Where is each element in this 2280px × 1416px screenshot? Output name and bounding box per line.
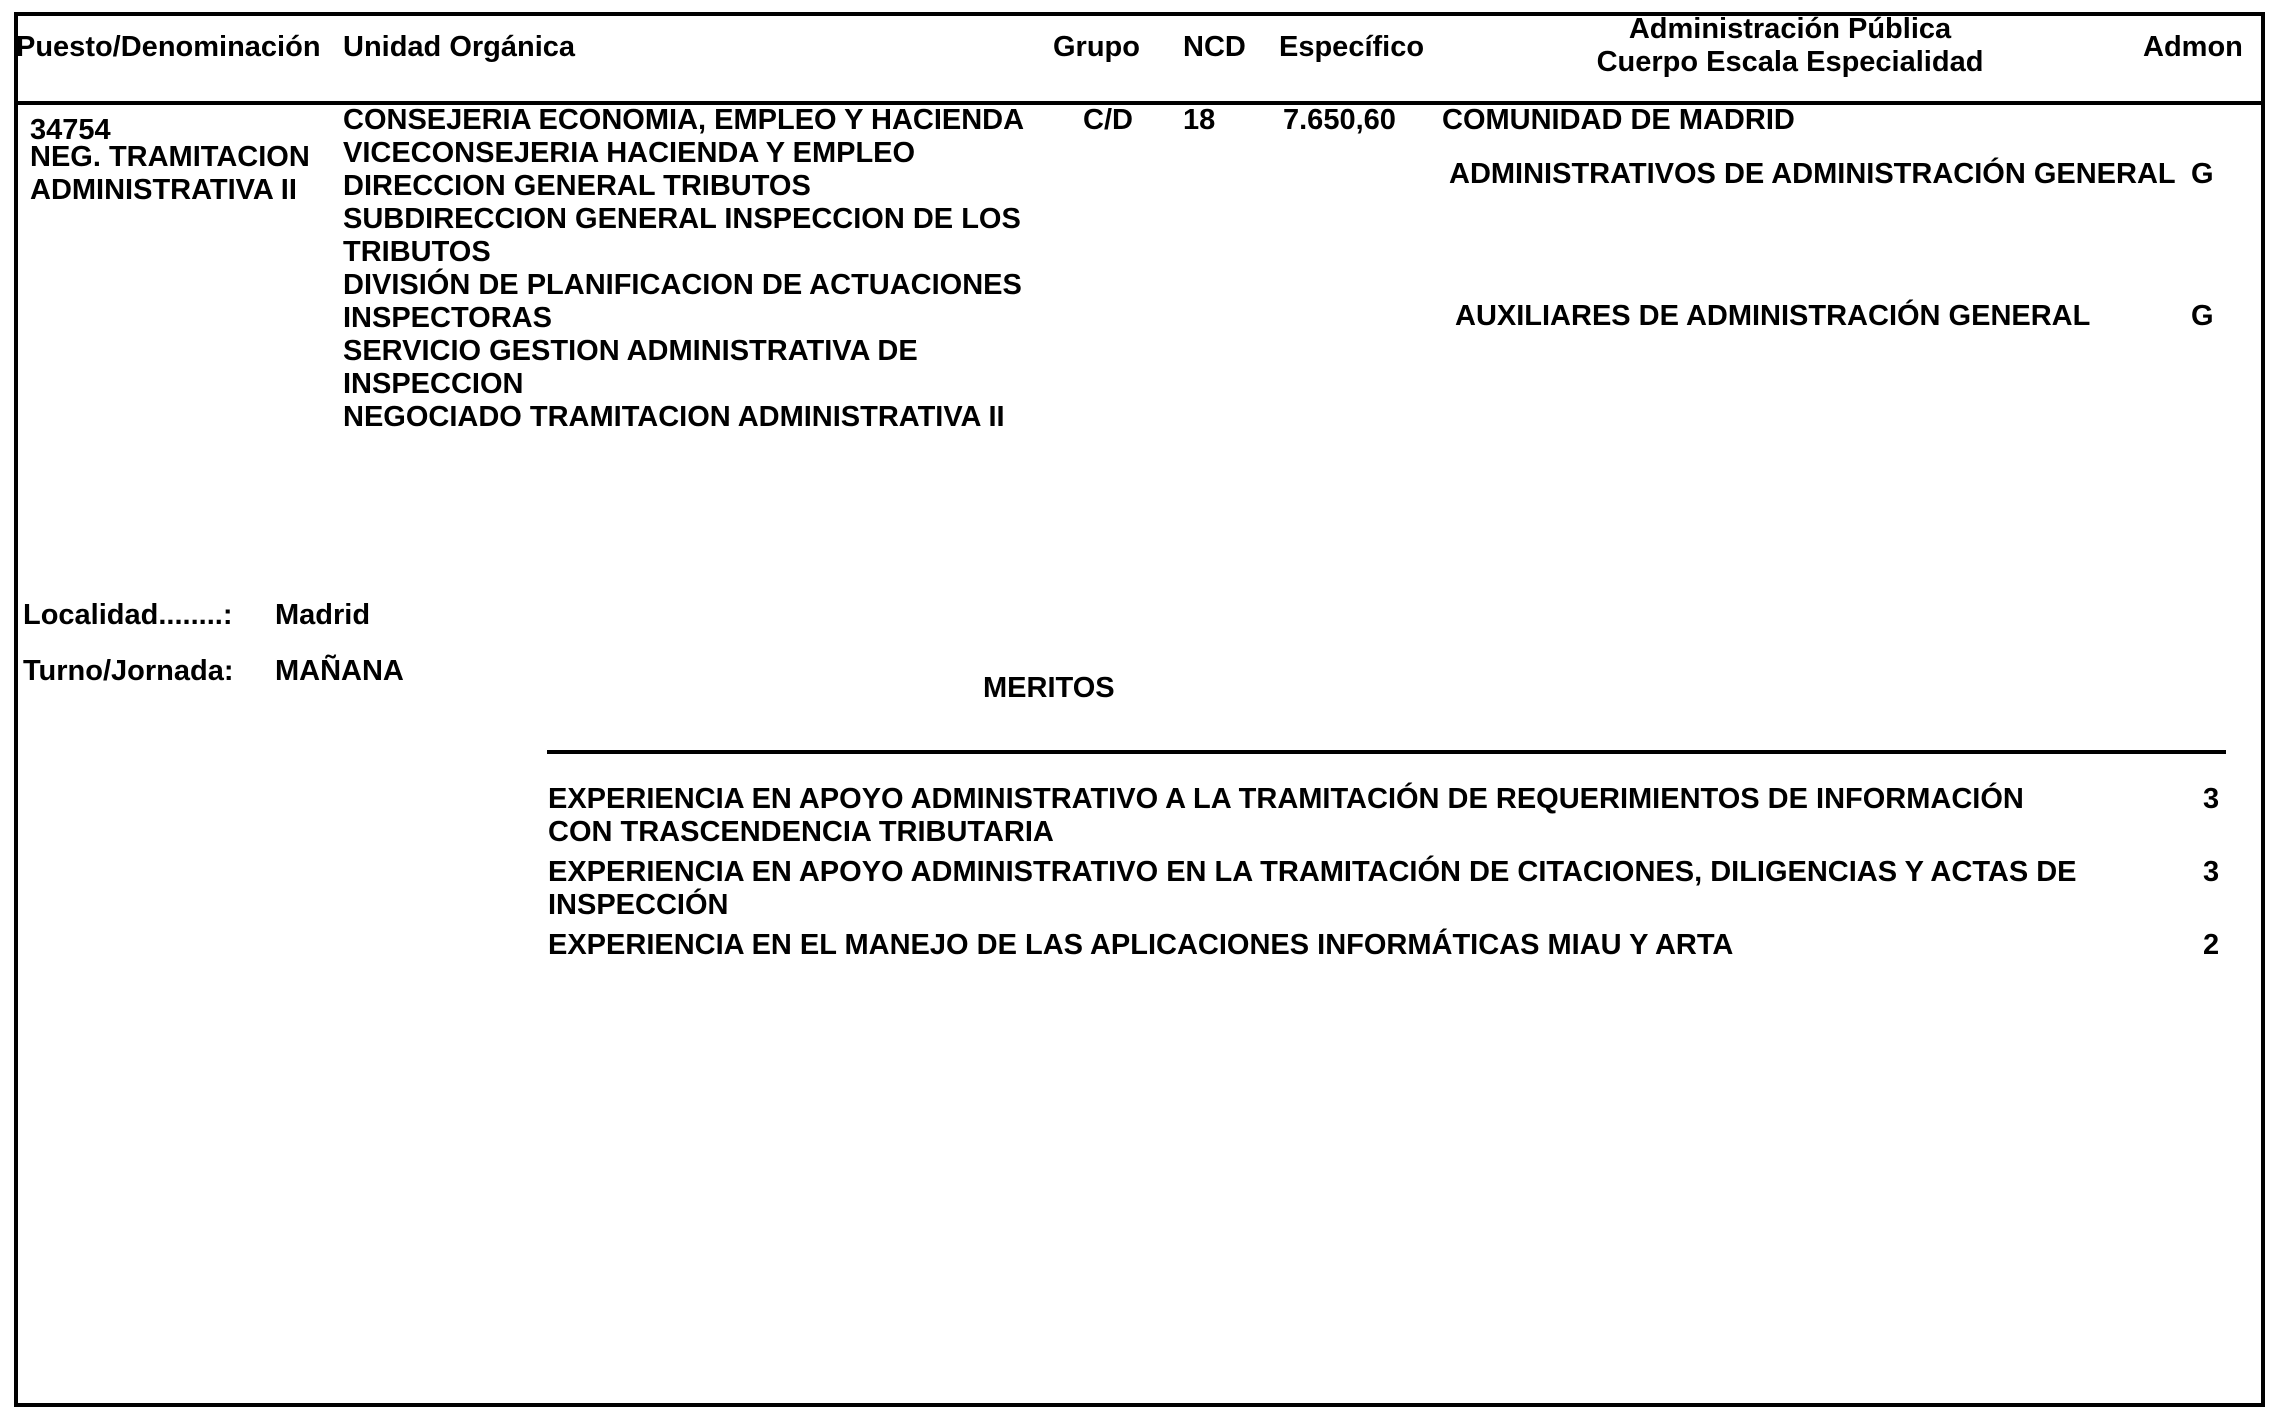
- cuerpo-nombre: ADMINISTRATIVOS DE ADMINISTRACIÓN GENERAL: [1449, 158, 2176, 190]
- unidad-organica-line: DIRECCION GENERAL TRIBUTOS: [343, 170, 811, 202]
- unidad-organica-line: DIVISIÓN DE PLANIFICACION DE ACTUACIONES: [343, 269, 1022, 301]
- cuerpo-admon: G: [2191, 300, 2214, 332]
- merito-line2: CON TRASCENDENCIA TRIBUTARIA: [548, 816, 1054, 848]
- especifico-value: 7.650,60: [1283, 104, 1396, 136]
- merito-line1: EXPERIENCIA EN EL MANEJO DE LAS APLICACIONES INFORMÁTICAS MIAU Y ARTA: [548, 929, 1734, 961]
- administracion-comunidad: COMUNIDAD DE MADRID: [1442, 104, 1795, 136]
- header-unidad: Unidad Orgánica: [343, 31, 576, 63]
- unidad-organica-line: TRIBUTOS: [343, 236, 491, 268]
- turno-value: MAÑANA: [275, 655, 404, 687]
- localidad-label: Localidad........:: [23, 599, 233, 631]
- merito-points: 2: [2203, 929, 2220, 961]
- turno-label: Turno/Jornada:: [23, 655, 234, 687]
- puesto-denominacion-line2: ADMINISTRATIVA II: [30, 174, 297, 206]
- header-cuerpo-escala: Cuerpo Escala Especialidad: [1596, 46, 1984, 78]
- grupo-value: C/D: [1083, 104, 1133, 136]
- header-puesto: Puesto/Denominación: [16, 31, 321, 63]
- puesto-codigo: 34754: [30, 114, 111, 146]
- merito-points: 3: [2203, 783, 2220, 815]
- cuerpo-nombre: AUXILIARES DE ADMINISTRACIÓN GENERAL: [1455, 300, 2091, 332]
- merito-points: 3: [2203, 856, 2220, 888]
- meritos-divider: [547, 750, 2226, 754]
- header-admon: Admon: [2143, 31, 2243, 63]
- ncd-value: 18: [1183, 104, 1216, 136]
- puesto-denominacion-line1: NEG. TRAMITACION: [30, 141, 310, 173]
- meritos-title: MERITOS: [983, 672, 1115, 704]
- merito-line2: INSPECCIÓN: [548, 889, 729, 921]
- unidad-organica-line: SUBDIRECCION GENERAL INSPECCION DE LOS: [343, 203, 1021, 235]
- unidad-organica-line: VICECONSEJERIA HACIENDA Y EMPLEO: [343, 137, 916, 169]
- localidad-value: Madrid: [275, 599, 371, 631]
- unidad-organica-line: INSPECTORAS: [343, 302, 552, 334]
- header-admin-publica: Administración Pública: [1628, 13, 1952, 45]
- header-ncd: NCD: [1183, 31, 1246, 63]
- merito-line1: EXPERIENCIA EN APOYO ADMINISTRATIVO A LA TRAMITACIÓN DE REQUERIMIENTOS DE INFORMACIÓN: [548, 783, 2024, 815]
- unidad-organica-line: SERVICIO GESTION ADMINISTRATIVA DE: [343, 335, 918, 367]
- merito-line1: EXPERIENCIA EN APOYO ADMINISTRATIVO EN LA TRAMITACIÓN DE CITACIONES, DILIGENCIAS Y ACTAS DE: [548, 856, 2077, 888]
- unidad-organica-line: INSPECCION: [343, 368, 524, 400]
- header-grupo: Grupo: [1053, 31, 1140, 63]
- unidad-organica-line: NEGOCIADO TRAMITACION ADMINISTRATIVA II: [343, 401, 1005, 433]
- unidad-organica-line: CONSEJERIA ECONOMIA, EMPLEO Y HACIENDA: [343, 104, 1025, 136]
- header-especifico: Específico: [1279, 31, 1425, 63]
- cuerpo-admon: G: [2191, 158, 2214, 190]
